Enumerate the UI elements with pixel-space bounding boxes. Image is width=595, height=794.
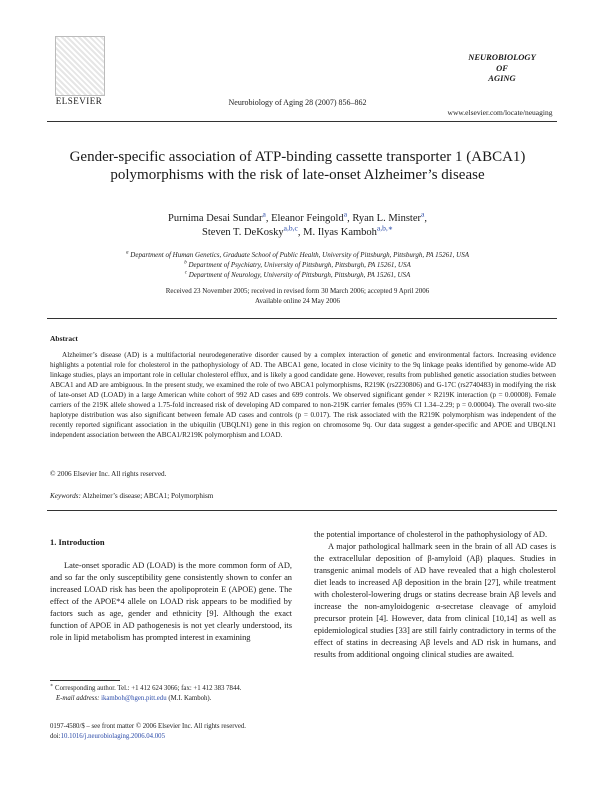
author-separator: , bbox=[265, 213, 272, 224]
affiliation-text: Department of Neurology, University of Pittsburgh, Pittsburgh, PA 15261, USA bbox=[188, 271, 411, 279]
abstract-bottom-divider bbox=[47, 510, 557, 511]
journal-url-link[interactable]: www.elsevier.com/locate/neuaging bbox=[447, 108, 553, 117]
affiliations bbox=[60, 250, 535, 280]
affiliation-line bbox=[60, 250, 535, 260]
affiliation-marker: b bbox=[184, 260, 187, 266]
author-affiliation-marker[interactable]: a,b,∗ bbox=[376, 223, 393, 233]
doi-prefix: doi: bbox=[50, 733, 61, 740]
author-name: M. Ilyas Kamboh bbox=[303, 227, 377, 238]
elsevier-logo bbox=[47, 36, 111, 110]
intro-paragraph: A major pathological hallmark seen in the brain of all AD cases is the extracellular deposition of β-amyloid (Aβ) plaques. Studies in transgenic animal models of AD have revealed that a high cholesterol diet leads to increased Aβ deposition in the brain [27], while treatment with cholesterol-lowering drugs or statins decrease brain Aβ levels and increase the non-amyloidogenic α-secretase cleavage of amyloid precursor protein [4]. However, data from clinical [10,14] as well as epidemiological studies [33] are still fairly contradictory in terms of the effect of statins in decreasing Aβ levels and AD risk in humans, and results from additional ongoing clinical studies are awaited. bbox=[314, 542, 556, 660]
footnote-email-line bbox=[50, 694, 300, 704]
abstract-text: Alzheimer’s disease (AD) is a multifactorial neurodegenerative disorder caused by a complex interaction of genetic and environmental factors. Increasing evidence highlights a potential role for cholesterol in the pathophysiology of AD. The ABCA1 gene, located in close vicinity to the 9q linkage peaks identified by genome-wide AD linkage studies, plays an important role in cellular cholesterol efflux, and is likely a good candidate gene. However, results from published genetic association studies between ABCA1 and AD are ambiguous. In the present study, we examined the role of two ABCA1 polymorphisms, R219K (rs2230806) and G-17C (rs2740483) in modifying the risk of late-onset AD (LOAD) in a large American white cohort of 992 AD cases and 699 controls. We observed significant gender × R219K interaction (p = 0.00008). Female carriers of the 219K allele showed a 1.75-fold increased risk of developing AD compared to non-219K carrier females (95% CI 1.34–2.29; p = 0.00004). The overall two-site haplotype distribution was also significant between female AD cases and controls (p = 0.017). The risk associated with the R219K polymorphism was independent of the recently reported significant association in the ubiquilin (UBQLN1) gene in this region on chromosome 9q. Our data suggest a gender-specific and APOE and UBQLN1 independent association between the ABCA1/R219K polymorphism and LOAD. bbox=[50, 351, 556, 439]
affiliation-text: Department of Psychiatry, University of Pittsburgh, Pittsburgh, PA 15261, USA bbox=[188, 261, 411, 269]
doi-link[interactable]: 10.1016/j.neurobiolaging.2006.04.005 bbox=[60, 733, 165, 740]
author-affiliation-marker[interactable]: a bbox=[343, 209, 348, 219]
author-list bbox=[60, 209, 535, 240]
online-date: Available online 24 May 2006 bbox=[254, 297, 341, 305]
author-separator: , bbox=[424, 213, 427, 224]
author-separator: , bbox=[297, 227, 304, 238]
keywords-text: Alzheimer’s disease; ABCA1; Polymorphism bbox=[82, 492, 214, 500]
left-column-text bbox=[50, 560, 292, 644]
journal-reference: Neurobiology of Aging 28 (2007) 856–862 bbox=[228, 98, 367, 107]
email-label: E-mail address: bbox=[56, 694, 100, 702]
affiliation-text: Department of Human Genetics, Graduate School of Public Health, University of Pittsburgh, Pittsburgh, PA 15261, USA bbox=[130, 251, 469, 259]
author-name: Steven T. DeKosky bbox=[202, 227, 284, 238]
right-column-text bbox=[314, 529, 556, 662]
affiliation-marker: c bbox=[184, 270, 187, 276]
article-dates bbox=[60, 286, 535, 306]
header-divider bbox=[47, 121, 557, 122]
abstract-top-divider bbox=[47, 318, 557, 319]
keywords bbox=[50, 492, 556, 500]
section-heading-introduction: 1. Introduction bbox=[50, 537, 105, 547]
author-separator: , bbox=[347, 213, 353, 224]
affiliation-marker: a bbox=[126, 250, 129, 256]
intro-continuation: the potential importance of cholesterol in the pathophysiology of AD. bbox=[314, 530, 548, 539]
footnote-line bbox=[50, 684, 300, 694]
author-affiliation-marker[interactable]: a bbox=[421, 209, 425, 219]
doi-line bbox=[50, 732, 310, 742]
abstract-heading: Abstract bbox=[50, 334, 78, 343]
abstract-copyright: © 2006 Elsevier Inc. All rights reserved. bbox=[50, 470, 167, 478]
footnote-divider bbox=[50, 680, 120, 681]
journal-logo bbox=[446, 52, 558, 100]
front-matter-notice: 0197-4580/$ – see front matter © 2006 Elsevier Inc. All rights reserved. bbox=[50, 723, 246, 730]
journal-logo-line: AGING bbox=[488, 73, 516, 83]
abstract-body bbox=[50, 350, 556, 440]
affiliation-line bbox=[60, 260, 535, 270]
journal-logo-line: NEUROBIOLOGY bbox=[468, 52, 536, 62]
footnote-marker: ∗ bbox=[50, 683, 54, 689]
affiliation-line bbox=[60, 270, 535, 280]
article-title: Gender-specific association of ATP-binding cassette transporter 1 (ABCA1) polymorphisms with the risk of late-onset Alzheimer’s disease bbox=[69, 149, 526, 183]
author-name: Purnima Desai Sundar bbox=[167, 213, 263, 224]
author-name: Ryan L. Minster bbox=[352, 213, 422, 224]
elsevier-tree-icon bbox=[55, 36, 105, 96]
author-affiliation-marker[interactable]: a,b,c bbox=[283, 223, 298, 233]
issn-line bbox=[50, 722, 310, 742]
footnote-contact: Corresponding author. Tel.: +1 412 624 3066; fax: +1 412 383 7844. bbox=[55, 685, 242, 692]
author-affiliation-marker[interactable]: a bbox=[262, 209, 266, 219]
email-link[interactable]: ikamboh@hgen.pitt.edu bbox=[101, 694, 167, 702]
corresponding-author-footnote bbox=[50, 684, 300, 703]
journal-logo-line: OF bbox=[496, 62, 508, 73]
intro-paragraph: Late-onset sporadic AD (LOAD) is the more common form of AD, and so far the only susceptibility gene consistently shown to confer an increased LOAD risk has been the apolipoprotein E (APOE) gene. The effect of the APOE*4 allele on LOAD risk appears to be modified by factors such as age, gender and ethnicity [9]. Although the exact function of APOE in AD pathogenesis is not yet clearly understood, its role in lipid metabolism has prompted interest in examining bbox=[50, 561, 292, 643]
author-name: Eleanor Feingold bbox=[271, 213, 344, 224]
email-owner: (M.I. Kamboh). bbox=[168, 694, 212, 702]
publisher-name: ELSEVIER bbox=[55, 96, 103, 106]
received-dates: Received 23 November 2005; received in revised form 30 March 2006; accepted 9 April 2006 bbox=[165, 287, 430, 295]
keywords-label: Keywords: bbox=[50, 492, 81, 500]
